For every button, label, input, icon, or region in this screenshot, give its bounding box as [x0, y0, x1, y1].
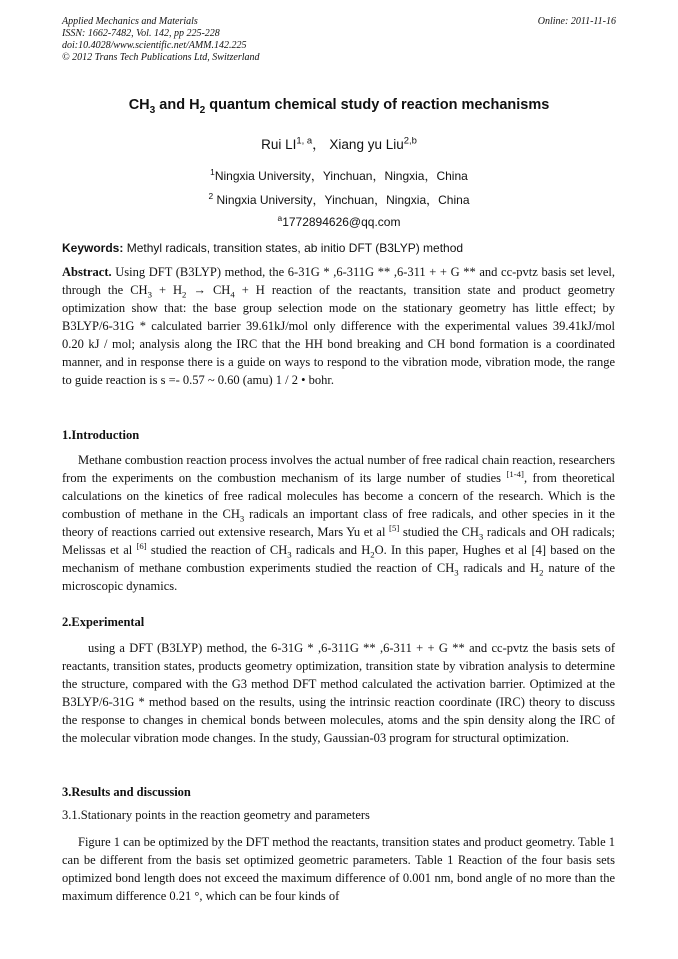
online-date: Online: 2011-11-16	[537, 16, 616, 27]
issn-line: ISSN: 1662-7482, Vol. 142, pp 225-228	[62, 28, 220, 39]
abstract-label: Abstract.	[62, 265, 112, 279]
author-2: Xiang yu Liu	[329, 137, 404, 152]
section-heading-introduction: 1.Introduction	[62, 428, 140, 442]
affiliation-2: $^2$ Ningxia University，Yinchuan，Ningxia，China	[208, 191, 470, 207]
subsection-heading-stationary-points: 3.1.Stationary points in the reaction geometry and parameters	[62, 808, 370, 822]
results-paragraph: Figure 1 can be optimized by the DFT method the reactants, transition states and product geometry. Table 1 can be different from the basis set optimized geometric parameters. Table 1 Reaction of the four basis sets optimized bond length does not exceed the maximum difference of 0.001 nm, bond angle of no more than the maximum difference 0.21 °, which can be four kinds of	[62, 835, 615, 903]
author-list	[0, 133, 678, 153]
author-1-mark: 1, a	[296, 135, 313, 147]
author-separator: ，	[312, 137, 326, 152]
citation-1-4: [1-4]	[506, 468, 524, 479]
author-2-mark: 2,b	[403, 135, 417, 147]
doi-line: doi:10.4028/www.scientific.net/AMM.142.225	[62, 40, 247, 51]
citation-5: [5]	[389, 522, 400, 533]
experimental-paragraph: using a DFT (B3LYP) method, the 6-31G * ,6-311G ** ,6-311 + + G ** and cc-pvtz the basis sets of reactants, transition states, products geometry optimization, transition state by vibration analysis to determine the structure, compared with the G3 method DFT method calculated the activation barrier. Optimized at the B3LYP/6-31G * method based on the results, using the intrinsic reaction coordinate (IRC) theory to discuss the response to changes in chemical bonds between molecules, atoms and the spin density along the IRC of the molecular vibration mode changes. In the study, Gaussian-03 program for structural optimization.	[62, 641, 615, 745]
citation-6: [6]	[136, 540, 147, 551]
author-1: Rui LI	[261, 137, 297, 152]
section-heading-results: 3.Results and discussion	[62, 785, 191, 799]
author-email: $^a$1772894626@qq.com	[277, 213, 401, 229]
journal-name: Applied Mechanics and Materials	[62, 16, 198, 27]
introduction-paragraph: Methane combustion reaction process involves the actual number of free radical chain reaction, researchers from the experiments on the combustion mechanism of its large number of studies [1-4], from theoretical calculations on the kinetics of free radical molecules has become a concern of the research. Which is the combustion of methane in the $CH_3$ radicals an important class of free radicals, and other species in it the theory of reactions carried out extensive research, Mars Yu et al [5] studied the $CH_3$ radicals and OH radicals; Melissas et al [6] studied the reaction of $CH_3$ radicals and $H_2O$. In this paper, Hughes et al [4] based on the mechanism of methane combustion experiments studied the reaction of $CH_3$ radicals and $H_2$ nature of the microscopic dynamics.	[62, 453, 616, 593]
keywords-text: Methyl radicals, transition states, ab initio DFT (B3LYP) method	[123, 241, 464, 255]
paper-title: $CH_3$ and $H_2$ quantum chemical study of reaction mechanisms	[128, 97, 550, 116]
abstract: Abstract. Using DFT (B3LYP) method, the 6-31G * ,6-311G ** ,6-311 + + G ** and cc-pvtz basis set level, through the $CH_3 + H_2 \to CH_4 + H$ reaction of the reactants, transition state and product geometry optimization show that: the base group selection mode on the stationary geometry has little effect; by B3LYP/6-31G * calculated barrier 39.61kJ/mol only difference with the experimental values 39.41kJ/mol 0.20 kJ / mol; analysis along the IRC that the HH bond breaking and CH bond formation is a coordinated manner, and in response there is a guide on ways to respond to the vibration mode, vibration mode, the range to guide reaction is s =- 0.57 ~ 0.60 (amu) 1 / 2 • bohr.	[62, 265, 615, 387]
copyright-line: © 2012 Trans Tech Publications Ltd, Switzerland	[62, 52, 260, 63]
affiliation-1: $^1$Ningxia University，Yinchuan，Ningxia，China	[210, 167, 468, 183]
keywords-label: Keywords:	[62, 241, 124, 255]
section-heading-experimental: 2.Experimental	[62, 615, 145, 629]
journal-header	[62, 16, 260, 64]
keywords	[62, 241, 463, 255]
